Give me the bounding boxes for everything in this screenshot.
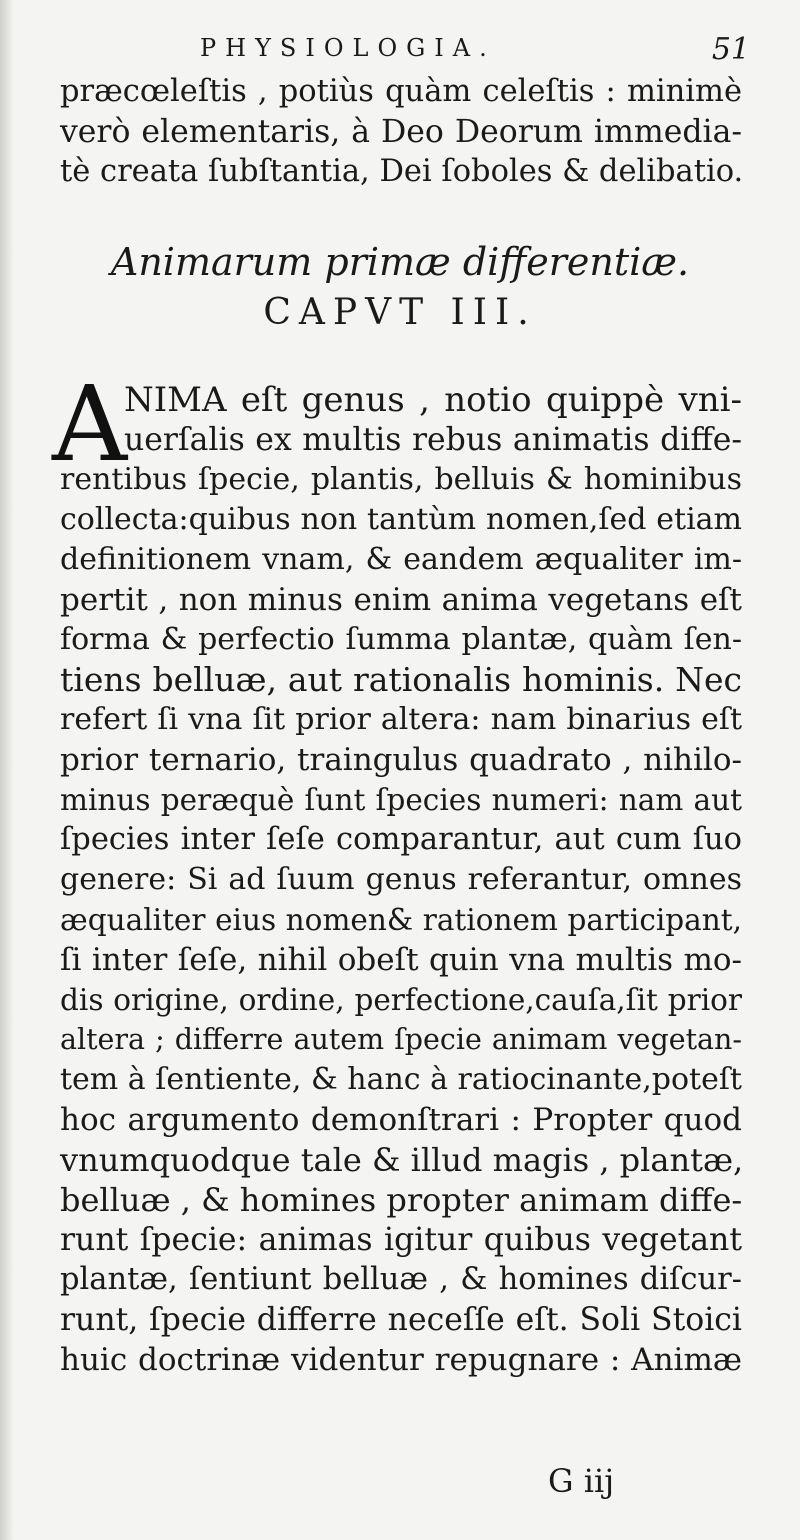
text-line: æqualiter eius nomen& rationem participant, xyxy=(60,903,742,937)
text-line: uerſalis ex multis rebus animatis diffe- xyxy=(124,422,742,458)
intro-paragraph xyxy=(60,72,742,192)
text-line: runt, ſpecie differre neceſſe eſt. Soli Stoici xyxy=(60,1302,742,1338)
text-line: prior ternario, traingulus quadrato , nihilo- xyxy=(60,742,742,778)
text-line: belluæ , & homines propter animam diffe- xyxy=(60,1181,743,1219)
text-line: forma & perfectio ſumma plantæ, quàm ſen- xyxy=(60,622,742,657)
running-head xyxy=(60,32,750,72)
text-line: collecta:quibus non tantùm nomen,ſed etiam xyxy=(60,502,742,537)
text-line: NIMA eſt genus , notio quippè vni- xyxy=(124,380,742,420)
text-line: præcœleſtis , potiùs quàm celeſtis : minimè xyxy=(60,74,742,109)
chapter-body xyxy=(60,380,742,1380)
text-line: plantæ, ſentiunt belluæ , & homines diſcur- xyxy=(60,1262,742,1297)
text-line: pertit , non minus enim anima vegetans eſt xyxy=(60,582,742,618)
chapter-heading: CAPVT III. xyxy=(263,292,537,333)
text-line: altera ; differre autem ſpecie animam vegetan- xyxy=(60,1023,742,1056)
text-line: hoc argumento demonſtrari : Propter quod xyxy=(60,1102,742,1138)
text-line: definitionem vnam, & eandem æqualiter im- xyxy=(60,542,742,577)
text-line: rentibus ſpecie, plantis, belluis & hominibus xyxy=(60,462,742,497)
text-line: verò elementaris, à Deo Deorum immedia- xyxy=(60,114,742,150)
text-line: huic doctrinæ videntur repugnare : Animæ xyxy=(60,1342,742,1378)
drop-cap: A xyxy=(52,363,128,485)
section-title: Animarum primæ differentiæ. xyxy=(110,240,690,284)
text-line: genere: Si ad ſuum genus referantur, omnes xyxy=(60,862,742,897)
text-line: tè creata ſubſtantia, Dei ſoboles & delibatio. xyxy=(60,154,744,189)
text-line: tiens belluæ, aut rationalis hominis. Nec xyxy=(60,660,742,699)
text-line: refert ſi vna ſit prior altera: nam binarius eſt xyxy=(60,702,742,737)
signature-mark: G iij xyxy=(548,1462,615,1500)
text-line: ſi inter ſeſe, nihil obeſt quin vna multis mo- xyxy=(60,942,742,978)
text-line: vnumquodque tale & illud magis , plantæ, xyxy=(60,1141,744,1179)
page-number: 51 xyxy=(711,32,750,67)
text-line: dis origine, ordine, perfectione,cauſa,ſit prior xyxy=(60,983,742,1017)
text-line: ſpecies inter ſeſe comparantur, aut cum ſuo xyxy=(60,822,742,857)
text-line: minus peræquè ſunt ſpecies numeri: nam aut xyxy=(60,783,742,817)
running-title: PHYSIOLOGIA. xyxy=(200,34,496,62)
text-line: runt ſpecie: animas igitur quibus vegetant xyxy=(60,1222,742,1258)
text-line: tem à ſentiente, & hanc à ratiocinante,poteſt xyxy=(60,1062,742,1097)
